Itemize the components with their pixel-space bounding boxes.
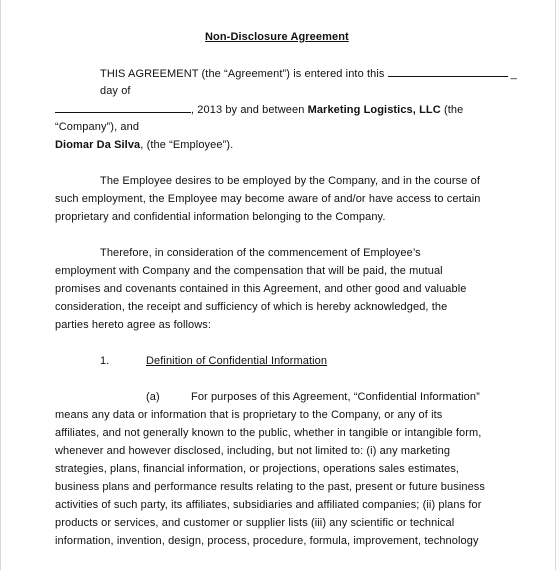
- sub-a-line-1: means any data or information that is proprietary to the Company, or any of its: [55, 409, 443, 421]
- sub-a-line-3: whenever and however disclosed, including, but not limited to: (i) any marketing: [55, 445, 451, 457]
- sub-a-line-5: business plans and performance results relating to the past, present or future business: [55, 481, 485, 493]
- intro-tail-1: _: [510, 68, 518, 80]
- p2-line-5: parties hereto agree as follows:: [55, 319, 212, 331]
- employee-name: Diomar Da Silva: [55, 139, 141, 151]
- intro-text-1: THIS AGREEMENT (the “Agreement”) is entered into this: [100, 68, 385, 80]
- p2-line-4: consideration, the receipt and sufficiency of which is hereby acknowledged, the: [55, 301, 448, 313]
- intro-tail-5: , (the “Employee”).: [140, 139, 234, 151]
- p1-line-2: such employment, the Employee may become aware of and/or have access to certain: [55, 193, 481, 205]
- intro-line-1: [100, 66, 517, 81]
- p1-line-1: The Employee desires to be employed by the Company, and in the course of: [100, 175, 480, 187]
- intro-line-4: “Company”), and: [55, 121, 140, 133]
- sub-a-line-8: information, invention, design, process, procedure, formula, improvement, technology: [55, 535, 479, 547]
- intro-year: , 2013 by and between: [191, 104, 305, 116]
- p2-line-1: Therefore, in consideration of the commencement of Employee’s: [100, 247, 421, 259]
- section-1-number: 1.: [100, 355, 110, 367]
- intro-line-3: [55, 102, 463, 117]
- date-blank: [388, 66, 508, 77]
- sub-a-line-4: strategies, plans, financial information, or projections, operations sales estimates,: [55, 463, 460, 475]
- company-name: Marketing Logistics, LLC: [307, 104, 441, 116]
- sub-a-line-2: affiliates, and not generally known to the public, whether in tangible or intangible form,: [55, 427, 482, 439]
- day-blank: [55, 102, 191, 113]
- sub-a-label: (a): [146, 391, 160, 403]
- intro-tail-3: (the: [443, 104, 464, 116]
- p2-line-2: employment with Company and the compensation that will be paid, the mutual: [55, 265, 443, 277]
- sub-a-line-7: products or services, and customer or supplier lists (iii) any scientific or technical: [55, 517, 455, 529]
- p2-line-3: promises and covenants contained in this Agreement, and other good and valuable: [55, 283, 467, 295]
- sub-a-first-line: For purposes of this Agreement, “Confidential Information”: [191, 391, 480, 403]
- sub-a-line-6: activities of such party, its affiliates, subsidiaries and affiliated companies; (ii) plans for: [55, 499, 482, 511]
- section-1-heading: Definition of Confidential Information: [146, 355, 328, 367]
- document-title: Non-Disclosure Agreement: [205, 31, 349, 43]
- intro-line-5: [55, 138, 233, 152]
- p1-line-3: proprietary and confidential information belonging to the Company.: [55, 211, 386, 223]
- intro-line-2: day of: [100, 85, 131, 97]
